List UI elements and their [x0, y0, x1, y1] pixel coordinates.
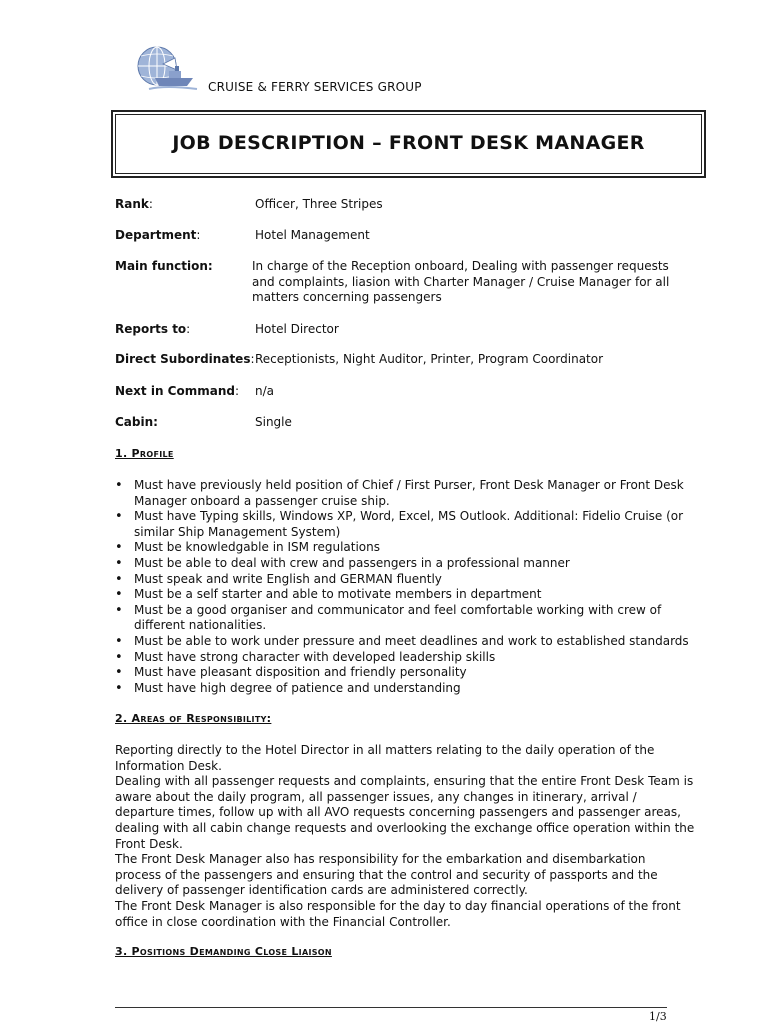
field-label: Rank: [115, 197, 149, 211]
footer-divider: [115, 1007, 667, 1008]
list-item: • Must have Typing skills, Windows XP, Word, Excel, MS Outlook. Additional: Fidelio Cruise (or similar Ship Management System): [115, 509, 695, 540]
field-label: Direct Subordinates: [115, 352, 251, 366]
globe-ship-logo-icon: [135, 44, 199, 94]
company-name: CRUISE & FERRY SERVICES GROUP: [208, 80, 422, 94]
paragraph: The Front Desk Manager is also responsible for the day to day financial operations of the front office in close coordination with the Financial Controller.: [115, 898, 681, 929]
profile-list: [115, 478, 695, 696]
responsibility-text: [115, 743, 695, 930]
page-number: 1/3: [649, 1010, 667, 1023]
field-value: Hotel Director: [255, 322, 339, 336]
list-item: • Must have high degree of patience and understanding: [115, 681, 695, 697]
field-value: In charge of the Reception onboard, Dealing with passenger requests and complaints, liasion with Charter Manager / Cruise Manager for all matters concerning passengers: [252, 259, 670, 304]
list-item: • Must be able to deal with crew and passengers in a professional manner: [115, 556, 695, 572]
list-item: • Must have strong character with developed leadership skills: [115, 650, 695, 666]
paragraph: The Front Desk Manager also has responsibility for the embarkation and disembarkation process of the passengers and ensuring that the control and security of passports and the delivery of passenger identification cards are administered correctly.: [115, 852, 658, 898]
field-value: Hotel Management: [255, 228, 370, 242]
field-value: Single: [255, 415, 292, 429]
section-heading-responsibility: 2. Areas of Responsibility:: [115, 712, 272, 725]
list-item: • Must be a good organiser and communicator and feel comfortable working with crew of different nationalities.: [115, 603, 695, 634]
list-item: • Must be a self starter and able to motivate members in department: [115, 587, 695, 603]
field-label: Department: [115, 228, 197, 242]
page-title: JOB DESCRIPTION – FRONT DESK MANAGER: [172, 132, 645, 154]
list-item: • Must be able to work under pressure and meet deadlines and work to established standards: [115, 634, 695, 650]
field-value: Receptionists, Night Auditor, Printer, Program Coordinator: [255, 352, 604, 366]
list-item: • Must be knowledgable in ISM regulations: [115, 540, 695, 556]
list-item: • Must have pleasant disposition and friendly personality: [115, 665, 695, 681]
paragraph: Reporting directly to the Hotel Director in all matters relating to the daily operation of the Information Desk.: [115, 743, 655, 773]
section-heading-liaison: 3. Positions Demanding Close Liaison: [115, 945, 332, 958]
field-label: Reports to: [115, 322, 187, 336]
section-heading-profile: 1. Profile: [115, 447, 174, 460]
title-box: [111, 110, 706, 178]
field-value: Officer, Three Stripes: [255, 197, 383, 211]
paragraph: Dealing with all passenger requests and complaints, ensuring that the entire Front Desk Team is aware about the daily program, all passenger issues, any changes in itinerary, arrival / departure times, follow up with all AVO requests concerning passengers and passenger areas, dealing with all cabin change requests and overlooking the exchange office operation within the Front Desk.: [115, 774, 695, 851]
field-label: Main function:: [115, 259, 213, 273]
list-item: • Must speak and write English and GERMAN fluently: [115, 572, 695, 588]
list-item: • Must have previously held position of Chief / First Purser, Front Desk Manager or Front Desk Manager onboard a passenger cruise ship.: [115, 478, 695, 509]
field-label: Next in Command: [115, 384, 235, 398]
field-label: Cabin:: [115, 415, 158, 429]
field-value: n/a: [255, 384, 275, 398]
